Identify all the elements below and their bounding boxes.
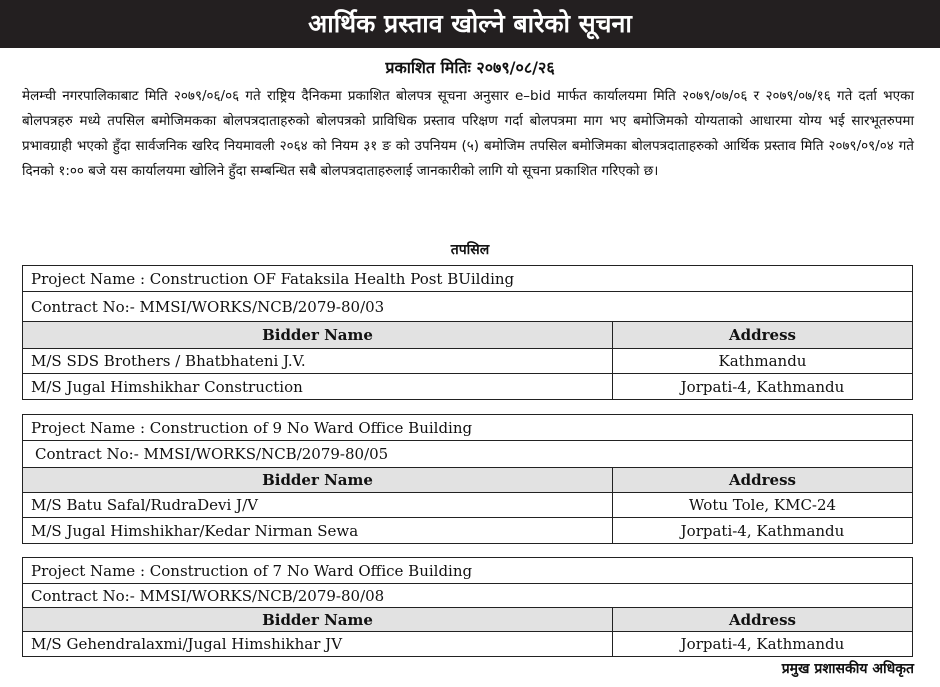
bidder-address: Wotu Tole, KMC-24 xyxy=(688,496,837,514)
project-block-2 xyxy=(22,414,913,544)
notice-paragraph: मेलम्ची नगरपालिकाबाट मिति २०७९/०६/०६ गते राष्ट्रिय दैनिकमा प्रकाशित बोलपत्र सूचना अनुसार e–bid मार्फत कार्यालयमा मिति २०७९/०७/०६ र २०७९/०७/१६ गते दर्ता भएका बोलपत्रहरु मध्ये तपसिल बमोजिमकका बोलपत्रदाताहरुको बोलपत्रको प्राविधिक प्रस्ताव परिक्षण गर्दा बोलपत्रमा माग भए बमोजिमको योग्यताको आधारमा योग्य भई सारभूतरुपमा प्रभावग्राही भएको हुँदा सार्वजनिक खरिद नियमावली २०६४ को नियम ३१ ङ को उपनियम (५) बमोजिम तपसिल बमोजिमका बोलपत्रदाताहरुको आर्थिक प्रस्ताव मिति २०७९/०९/०४ गते दिनको १:०० बजे यस कार्यालयमा खोलिने हुँदा सम्बन्धित सबै बोलपत्रदाताहरुलाई जानकारीको लागि यो सूचना प्रकाशित गरिएको छ। xyxy=(22,88,914,179)
project-block-1 xyxy=(22,265,913,400)
table-header-row xyxy=(23,468,912,493)
signature: प्रमुख प्रशासकीय अधिकृत xyxy=(781,661,914,677)
table-header-row xyxy=(23,608,912,632)
project-block-3 xyxy=(22,557,913,657)
bidder-name-header: Bidder Name xyxy=(23,468,613,492)
bidder-name: M/S SDS Brothers / Bhatbhateni J.V. xyxy=(23,349,613,373)
bidder-address: Jorpati-4, Kathmandu xyxy=(680,377,845,396)
address-header: Address xyxy=(729,610,796,629)
bidder-address: Kathmandu xyxy=(718,352,807,370)
table-row xyxy=(23,374,912,399)
project-name: Project Name : Construction of 9 No Ward Office Building xyxy=(23,415,912,441)
project-name: Project Name : Construction OF Fataksila Health Post BUilding xyxy=(23,266,912,292)
table-row xyxy=(23,349,912,374)
contract-number: Contract No:- MMSI/WORKS/NCB/2079-80/08 xyxy=(23,584,912,608)
address-header: Address xyxy=(729,326,796,344)
address-header: Address xyxy=(729,471,796,489)
published-date: प्रकाशित मितिः २०७९/०८/२६ xyxy=(385,58,555,77)
section-heading: तपसिल xyxy=(450,242,490,258)
table-row xyxy=(23,518,912,543)
bidder-name: M/S Gehendralaxmi/Jugal Himshikhar JV xyxy=(23,632,613,656)
table-header-row xyxy=(23,322,912,349)
notice-title: आर्थिक प्रस्ताव खोल्ने बारेको सूचना xyxy=(0,0,940,48)
bidder-name-header: Bidder Name xyxy=(23,608,613,631)
bidder-name: M/S Jugal Himshikhar Construction xyxy=(23,374,613,399)
bidder-name-header: Bidder Name xyxy=(23,322,613,348)
bidder-name: M/S Batu Safal/RudraDevi J/V xyxy=(23,493,613,517)
project-name: Project Name : Construction of 7 No Ward Office Building xyxy=(23,558,912,584)
contract-number: Contract No:- MMSI/WORKS/NCB/2079-80/03 xyxy=(23,292,912,322)
table-row xyxy=(23,632,912,656)
contract-number: Contract No:- MMSI/WORKS/NCB/2079-80/05 xyxy=(23,441,912,468)
table-row xyxy=(23,493,912,518)
bidder-address: Jorpati-4, Kathmandu xyxy=(680,521,845,540)
bidder-address: Jorpati-4, Kathmandu xyxy=(680,635,845,653)
bidder-name: M/S Jugal Himshikhar/Kedar Nirman Sewa xyxy=(23,518,613,543)
